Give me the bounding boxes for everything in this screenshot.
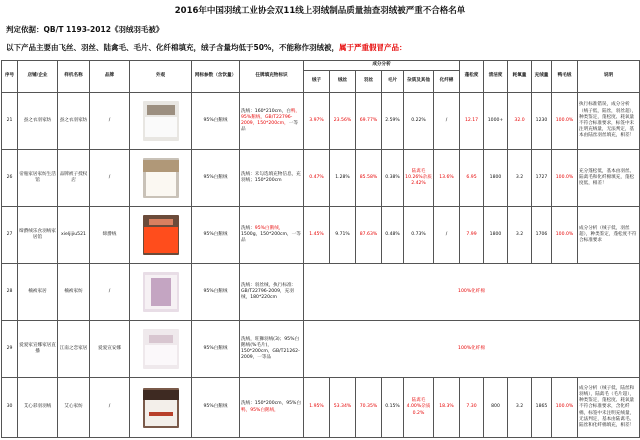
cell-remark: 成分分析（绒子低，羽丝超），种类鉴定，蓬松度不符合标准要求 — [578, 207, 640, 264]
cell-label-content: 洗绒：未勾选填充物信息，充羽绒；150*200cm — [240, 150, 304, 207]
header-oxygen: 耗氧量 — [508, 61, 532, 93]
cell-sample-place: 品牌被子授权店 — [58, 150, 90, 207]
header-sample-place: 样机名称 — [58, 61, 90, 93]
cell-brand: / — [90, 264, 130, 321]
cell-synthetic: 18.3% — [434, 378, 460, 438]
label-text: 洗绒： — [241, 225, 255, 231]
cell-remark: 充分蓬松低，基本由羽丝、陆禽毛和化纤棉填充，蓬松度低，相差！ — [578, 150, 640, 207]
cell-flake: 0.38% — [382, 150, 404, 207]
noncompliance-table — [1, 60, 640, 438]
cell-label-content — [240, 207, 304, 264]
cell-down: 1.45% — [304, 207, 330, 264]
cell-feather-fiber: 23.56% — [330, 93, 356, 150]
cell-feather-fiber: 9.71% — [330, 207, 356, 264]
label-text-highlight: 鸭，95%白鹅绒， — [241, 407, 279, 413]
judgment-basis: 判定依据：QB/T 1193-2012《羽绒羽毛被》 — [6, 25, 164, 34]
cell-appearance — [130, 207, 192, 264]
header-net-param: 网标参数（含饮量） — [192, 61, 240, 93]
header-down: 绒子 — [304, 71, 330, 93]
table-row — [2, 207, 640, 264]
header-fill-weight: 充绒量 — [532, 61, 552, 93]
cell-feather: 87.63% — [356, 207, 382, 264]
cell-impurity: 0.73% — [404, 207, 434, 264]
header-feather: 羽丝 — [356, 71, 382, 93]
cell-seq: 21 — [2, 93, 18, 150]
header-down-ratio: 鸭毛绒 — [552, 61, 578, 93]
cell-down: 0.47% — [304, 150, 330, 207]
cell-sample-place: 江南之恋家居 — [58, 321, 90, 378]
cell-fill-power: 6.95 — [460, 150, 484, 207]
cell-net-param: 95%白鹅绒 — [192, 150, 240, 207]
cell-feather-fiber: 1.28% — [330, 150, 356, 207]
header-flake: 毛片 — [382, 71, 404, 93]
cell-seq: 27 — [2, 207, 18, 264]
cell-appearance — [130, 264, 192, 321]
cell-turbidity: 1000+ — [484, 93, 508, 150]
cell-down-ratio: 100.0% — [552, 93, 578, 150]
cell-seq: 26 — [2, 150, 18, 207]
header-appearance: 外观 — [130, 61, 192, 93]
pink-duvet-photo-icon — [143, 329, 179, 369]
cell-oxygen: 3.2 — [508, 378, 532, 438]
label-text: 洗绒：150*200cm，95%白 — [241, 401, 302, 407]
cell-feather: 69.77% — [356, 93, 382, 150]
cell-sample-place: 楠祯家纺 — [58, 264, 90, 321]
cell-fill-weight: 1230 — [532, 93, 552, 150]
cell-feather: 70.35% — [356, 378, 382, 438]
cell-brand: / — [90, 150, 130, 207]
cell-remark: 成分分析（绒子低，陆丝和羽绒），陆禽毛（毛片超），种类鉴定，蓬松度、耗氧量不符合标准要求，含化纤棉，标签中未注明充绒量，无法判定，基本由陆禽毛、陆丝和化纤棉填充，相差！ — [578, 378, 640, 438]
cell-impurity: 陆禽毛 4.00%杂质0.2% — [404, 378, 434, 438]
cell-down-ratio: 100.0% — [552, 150, 578, 207]
cell-appearance — [130, 378, 192, 438]
header-remark: 说明 — [578, 61, 640, 93]
cell-seq: 29 — [2, 321, 18, 378]
cell-appearance — [130, 321, 192, 378]
cell-label-content — [240, 378, 304, 438]
intro-line — [6, 42, 406, 53]
cell-store: 艾心彩羽羽绒 — [18, 378, 58, 438]
cell-merged-note: 100%化纤棉 — [304, 264, 640, 321]
cell-fill-power: 7.30 — [460, 378, 484, 438]
cell-oxygen: 3.2 — [508, 150, 532, 207]
cell-label-content: 洗绒，旺狮羽绒(3)；95%白鹅绒(%毛片)，150*200cm，GB/T21262-2009，一等品 — [240, 321, 304, 378]
header-impurity: 杂质及其他 — [404, 71, 434, 93]
cell-net-param: 95%白鹅绒 — [192, 321, 240, 378]
cell-label-content — [240, 93, 304, 150]
white-duvet-photo-icon — [143, 158, 179, 198]
cell-turbidity: 1800 — [484, 150, 508, 207]
table-row — [2, 378, 640, 438]
cell-feather: 85.58% — [356, 150, 382, 207]
hotel-bed-photo-icon — [143, 388, 179, 428]
cell-fill-weight: 1706 — [532, 207, 552, 264]
cell-down-ratio: 100.0% — [552, 378, 578, 438]
cell-feather-fiber: 53.34% — [330, 378, 356, 438]
cell-seq: 30 — [2, 378, 18, 438]
document-title: 2016年中国羽绒工业协会双11线上羽绒制品质量抽查羽绒被严重不合格名单 — [174, 6, 466, 16]
cell-fill-power: 12.17 — [460, 93, 484, 150]
header-feather-fiber: 绒丝 — [330, 71, 356, 93]
header-fill-power: 蓬松度 — [460, 61, 484, 93]
cell-impurity: 陆禽毛 10.26%杂质2.42% — [404, 150, 434, 207]
table-row — [2, 321, 640, 378]
cell-turbidity: 800 — [484, 378, 508, 438]
label-text-tail: 一等品 — [241, 121, 298, 133]
white-bedding-photo-icon — [143, 101, 179, 141]
cell-synthetic: / — [434, 93, 460, 150]
intro-text: 以下产品主要由飞丝、羽丝、陆禽毛、毛片、化纤棉填充，绒子含量均低于50%，不能称作羽绒被， — [6, 43, 339, 52]
orange-duvet-photo-icon — [143, 215, 179, 255]
header-seq: 序号 — [2, 61, 18, 93]
cell-sample-place: xieljijiu521 — [58, 207, 90, 264]
cell-flake: 0.15% — [382, 378, 404, 438]
cell-store: 帝瓶家居家纺生活馆 — [18, 150, 58, 207]
cell-impurity: 0.22% — [404, 93, 434, 150]
header-store: 店铺/企业 — [18, 61, 58, 93]
cell-brand: 缔爵绒 — [90, 207, 130, 264]
purple-duvet-photo-icon — [143, 272, 179, 312]
cell-sample-place: 艾心家纺 — [58, 378, 90, 438]
table-row — [2, 264, 640, 321]
cell-store: 爱爱家宣娜家居直播 — [18, 321, 58, 378]
label-text-highlight: 95%白鹅绒， — [254, 225, 284, 231]
cell-synthetic: / — [434, 207, 460, 264]
cell-appearance — [130, 150, 192, 207]
header-synthetic: 化纤棉 — [434, 71, 460, 93]
cell-synthetic: 13.6% — [434, 150, 460, 207]
cell-net-param: 95%白鹅绒 — [192, 207, 240, 264]
table-row — [2, 150, 640, 207]
cell-oxygen: 3.2 — [508, 207, 532, 264]
intro-warning: 属于严重假冒产品： — [338, 43, 407, 52]
cell-seq: 28 — [2, 264, 18, 321]
cell-brand: 爱爱宣安娜 — [90, 321, 130, 378]
cell-appearance — [130, 93, 192, 150]
label-text-highlight: 鸭，95%鹅绒，GB/T22796-2009，150*200cm， — [241, 108, 301, 126]
header-component-group: 成分分析 — [304, 61, 460, 71]
header-label-content: 任牌填充物标识 — [240, 61, 304, 93]
cell-down: 3.97% — [304, 93, 330, 150]
table-row — [2, 93, 640, 150]
cell-brand: / — [90, 378, 130, 438]
cell-net-param: 95%白鹅绒 — [192, 264, 240, 321]
cell-fill-power: 7.99 — [460, 207, 484, 264]
label-text-tail: 1500g，150*200cm，一等品 — [241, 231, 301, 244]
cell-merged-note: 100%化纤棉 — [304, 321, 640, 378]
cell-net-param: 95%白鹅绒 — [192, 378, 240, 438]
cell-store: 楠祯家居 — [18, 264, 58, 321]
cell-store: 缔爵绒乐食羽绒家居馆 — [18, 207, 58, 264]
cell-flake: 0.48% — [382, 207, 404, 264]
cell-brand: / — [90, 93, 130, 150]
cell-fill-weight: 1727 — [532, 150, 552, 207]
cell-oxygen: 32.0 — [508, 93, 532, 150]
header-row-top — [2, 61, 640, 71]
cell-fill-weight: 1865 — [532, 378, 552, 438]
label-text: 洗绒：160*210cm，白 — [241, 108, 291, 114]
cell-remark: 执行标准错误，成分分析（绒子低，陆丝，羽丝超），种类鉴定，蓬松度、耗氧量不符合标准要求，标签中未注明充绒量，无法判定，基本由陆丝羽丝填充，相差！ — [578, 93, 640, 150]
cell-net-param: 95%白鹅绒 — [192, 93, 240, 150]
cell-turbidity: 1800 — [484, 207, 508, 264]
header-turbidity: 清洁度 — [484, 61, 508, 93]
cell-flake: 2.59% — [382, 93, 404, 150]
cell-sample-place: 蚕之衣羽家纺 — [58, 93, 90, 150]
cell-store: 蚕之衣羽家纺 — [18, 93, 58, 150]
cell-down: 1.95% — [304, 378, 330, 438]
cell-label-content: 洗绒：羽丝绒，执行标准：GB/T22796-2009，充羽绒，180*220cm — [240, 264, 304, 321]
header-brand: 品牌 — [90, 61, 130, 93]
cell-down-ratio: 100.0% — [552, 207, 578, 264]
